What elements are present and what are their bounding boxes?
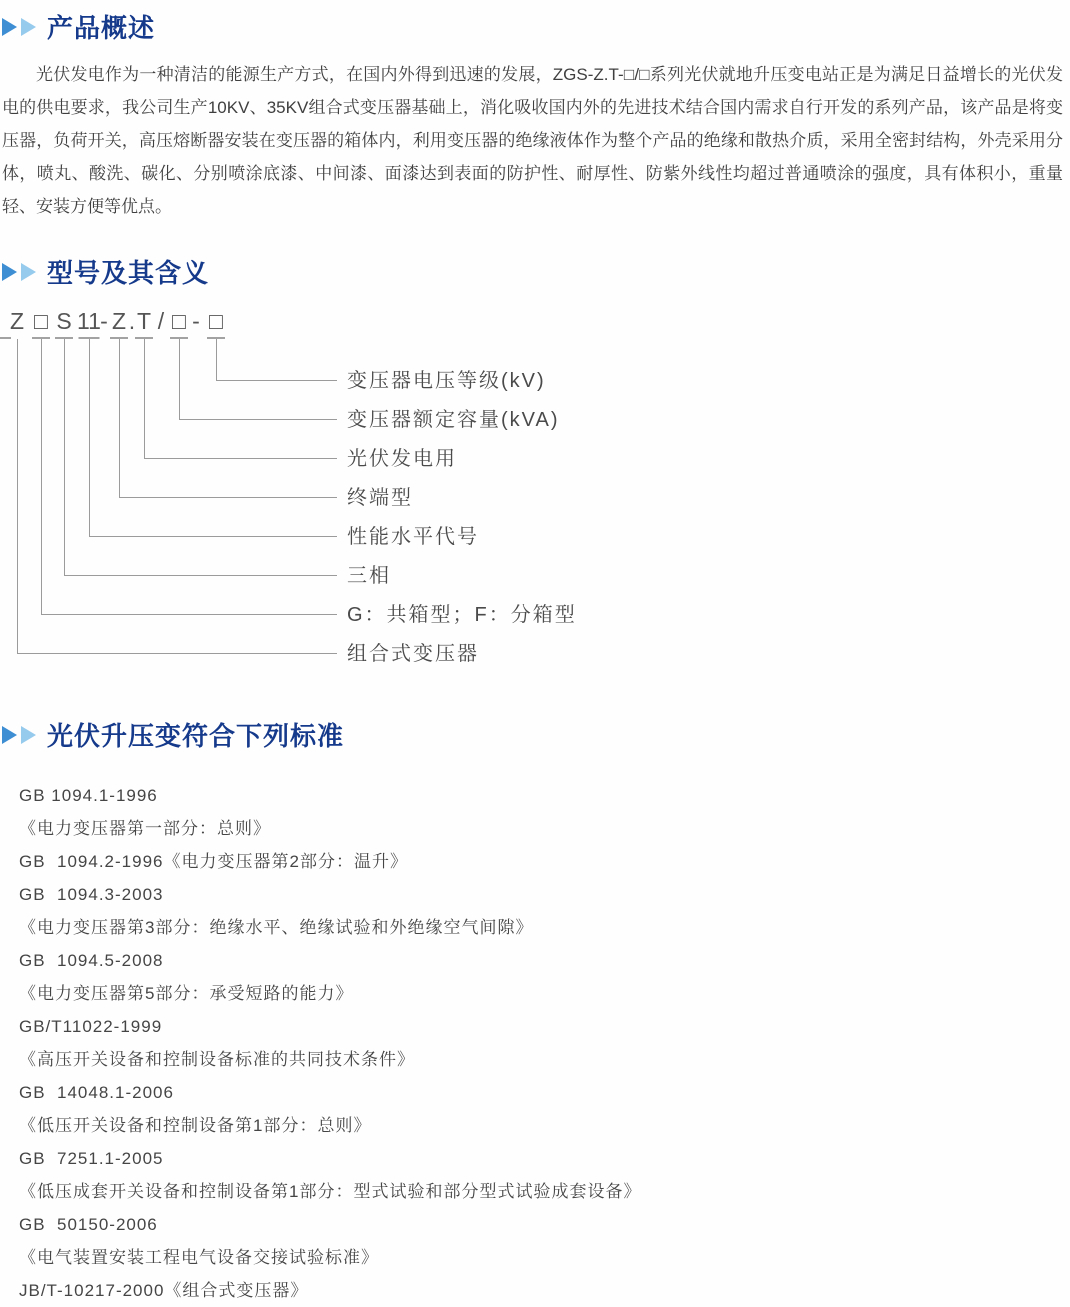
standard-item: GB/T11022-1999: [19, 1017, 163, 1036]
standards-list: [0, 779, 1070, 1307]
standard-item: GB 1094.3-2003: [19, 885, 164, 904]
section-header-model: [0, 253, 1070, 290]
standard-item: GB 1094.2-1996《电力变压器第2部分：温升》: [19, 852, 408, 871]
model-segment: Z: [9, 308, 25, 334]
model-segment-placeholder-box: □: [34, 308, 48, 334]
section-title-overview: 产品概述: [47, 13, 156, 43]
model-segment-placeholder-box: □: [172, 308, 186, 334]
model-separator: -: [192, 308, 200, 334]
standard-item: 《低压成套开关设备和控制设备第1部分：型式试验和部分型式试验成套设备》: [19, 1182, 642, 1201]
model-label-pv-use: 光伏发电用: [347, 448, 457, 470]
model-label-rated-capacity: 变压器额定容量(kVA): [347, 409, 560, 431]
segment-underline: [0, 337, 11, 339]
model-segment-placeholder-box: □: [209, 308, 223, 334]
model-label-three-phase: 三相: [347, 565, 391, 587]
model-segment: S: [56, 308, 72, 334]
overview-paragraph: 光伏发电作为一种清洁的能源生产方式，在国内外得到迅速的发展，ZGS-Z.T-□/□系列光伏就地升压变电站正是为满足日益增长的光伏发电的供电要求，我公司生产10KV、35KV组合式变压器基础上，消化吸收国内外的先进技术结合国内需求自行开发的系列产品，该产品是将变压器，负荷开关，高压熔断器安装在变压器的箱体内，利用变压器的绝缘液体作为整个产品的绝缘和散热介质，采用全密封结构，外壳采用分体，喷丸、酸洗、碳化、分别喷涂底漆、中间漆、面漆达到表面的防护性、耐厚性、防紫外线性均超过普通喷涂的强度，具有体积小，重量轻、安装方便等优点。: [2, 65, 1063, 216]
standard-item: GB 7251.1-2005: [19, 1149, 164, 1168]
model-label-terminal-type: 终端型: [347, 487, 413, 509]
model-separator: .: [128, 308, 136, 334]
standard-item: GB 1094.1-1996: [19, 786, 158, 805]
model-separator: -: [100, 308, 108, 334]
arrow-right-dark-icon: [2, 18, 17, 36]
standard-item: GB 14048.1-2006: [19, 1083, 174, 1102]
model-label-voltage-class: 变压器电压等级(kV): [347, 370, 546, 392]
section-title-standards: 光伏升压变符合下列标准: [47, 721, 345, 751]
arrow-right-dark-icon: [2, 263, 17, 281]
standard-item: GB 50150-2006: [19, 1215, 158, 1234]
arrow-right-dark-icon: [2, 726, 17, 744]
standard-item: 《电力变压器第一部分：总则》: [19, 819, 271, 838]
section-header-overview: [0, 8, 1070, 45]
section-title-model: 型号及其含义: [47, 258, 210, 288]
connector-line: [216, 339, 337, 381]
standard-item: 《电力变压器第3部分：绝缘水平、绝缘试验和外绝缘空气间隙》: [19, 918, 534, 937]
standard-item: GB 1094.5-2008: [19, 951, 164, 970]
model-label-combined-transformer: 组合式变压器: [347, 643, 479, 665]
standard-item: 《电气装置安装工程电气设备交接试验标准》: [19, 1248, 379, 1267]
arrow-right-light-icon: [21, 18, 36, 36]
standard-item: 《高压开关设备和控制设备标准的共同技术条件》: [19, 1050, 415, 1069]
model-separator: /: [157, 308, 165, 334]
model-segment: T: [136, 308, 152, 334]
arrow-right-light-icon: [21, 726, 36, 744]
model-code-diagram: [2, 308, 1070, 680]
arrow-right-light-icon: [21, 263, 36, 281]
model-label-performance-code: 性能水平代号: [347, 526, 479, 548]
model-label-box-type: G：共箱型；F：分箱型: [347, 604, 577, 626]
section-header-standards: [0, 716, 1070, 753]
model-segment: Z: [111, 308, 127, 334]
standard-item: JB/T-10217-2000《组合式变压器》: [19, 1281, 309, 1300]
standard-item: 《电力变压器第5部分：承受短路的能力》: [19, 984, 354, 1003]
model-segment: 11: [77, 308, 101, 334]
standard-item: 《低压开关设备和控制设备第1部分：总则》: [19, 1116, 372, 1135]
